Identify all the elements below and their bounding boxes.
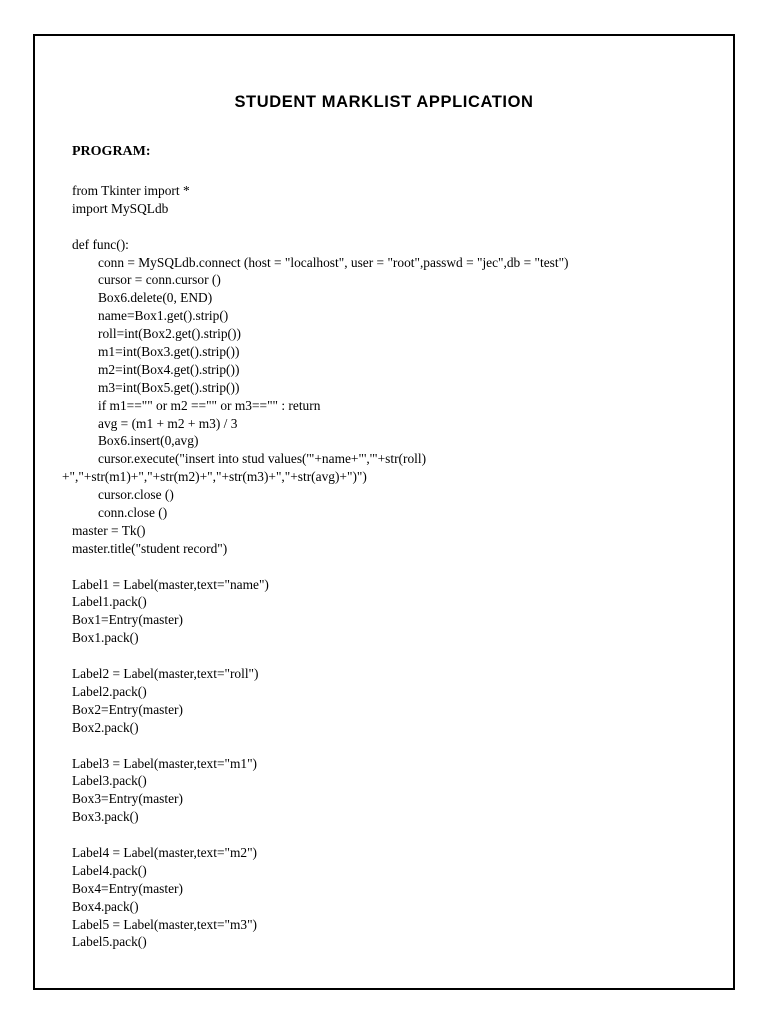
- code-line: cursor.close (): [98, 487, 174, 503]
- code-line: Box3.pack(): [72, 809, 139, 825]
- code-line: Box2.pack(): [72, 719, 139, 735]
- code-line: m1=int(Box3.get().strip()): [98, 344, 240, 360]
- code-line: Box4.pack(): [72, 898, 139, 914]
- code-line: Box6.insert(0,avg): [98, 433, 199, 449]
- code-listing: [62, 182, 722, 951]
- code-line: name=Box1.get().strip(): [98, 308, 229, 324]
- code-line: Label4.pack(): [72, 862, 147, 878]
- code-line: Box4=Entry(master): [72, 880, 183, 896]
- code-line: def func():: [72, 236, 129, 252]
- code-line: Label4 = Label(master,text="m2"): [72, 844, 258, 860]
- code-line: Box1.pack(): [72, 630, 139, 646]
- code-line: conn = MySQLdb.connect (host = "localhost", user = "root",passwd = "jec",db = "test"): [98, 254, 569, 270]
- code-line: if m1=="" or m2 =="" or m3=="" : return: [98, 397, 321, 413]
- code-line: roll=int(Box2.get().strip()): [98, 326, 241, 342]
- code-line: m2=int(Box4.get().strip()): [98, 361, 240, 377]
- section-heading: PROGRAM:: [72, 144, 151, 159]
- code-line: Label5.pack(): [72, 934, 147, 950]
- code-line: Label2.pack(): [72, 683, 147, 699]
- code-line: Label3.pack(): [72, 773, 147, 789]
- document-title: STUDENT MARKLIST APPLICATION: [234, 93, 534, 111]
- code-line: from Tkinter import *: [72, 183, 190, 198]
- code-line: Box3=Entry(master): [72, 791, 183, 807]
- code-line: master = Tk(): [72, 522, 146, 538]
- code-line: Box6.delete(0, END): [98, 290, 213, 306]
- code-line: Label1 = Label(master,text="name"): [72, 576, 269, 592]
- code-line: cursor = conn.cursor (): [98, 272, 221, 288]
- code-line: Label1.pack(): [72, 594, 147, 610]
- code-line: m3=int(Box5.get().strip()): [98, 379, 240, 395]
- code-line: Label3 = Label(master,text="m1"): [72, 755, 258, 771]
- code-line: +","+str(m1)+","+str(m2)+","+str(m3)+","+str(avg)+")"): [62, 469, 367, 485]
- code-line: Box1=Entry(master): [72, 612, 183, 628]
- code-line: import MySQLdb: [72, 200, 169, 216]
- code-line: Box2=Entry(master): [72, 701, 183, 717]
- code-line: Label2 = Label(master,text="roll"): [72, 666, 259, 682]
- code-line: Label5 = Label(master,text="m3"): [72, 916, 258, 932]
- code-line: cursor.execute("insert into stud values('"+name+"','"+str(roll): [98, 451, 427, 467]
- code-line: conn.close (): [98, 505, 168, 521]
- code-line: master.title("student record"): [72, 540, 228, 556]
- code-line: avg = (m1 + m2 + m3) / 3: [98, 415, 238, 431]
